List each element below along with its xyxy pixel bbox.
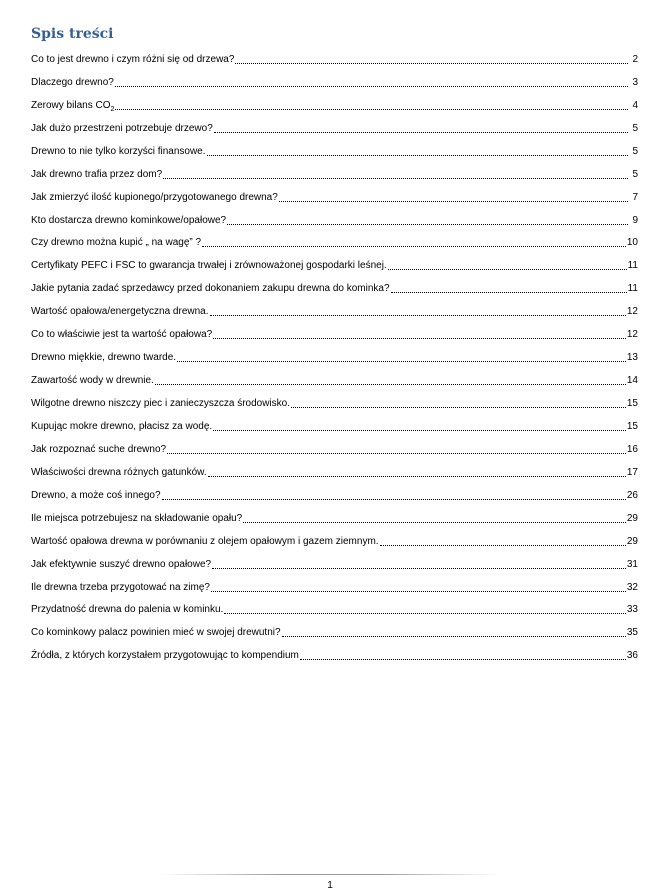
- toc-entry[interactable]: [31, 502, 638, 525]
- toc-dot-leader: [177, 360, 626, 362]
- toc-entry-page: 16: [626, 443, 638, 455]
- toc-dot-leader: [162, 498, 626, 500]
- toc-entry[interactable]: [31, 43, 638, 66]
- toc-entry-title: [31, 490, 161, 502]
- page-number: 1: [327, 880, 333, 891]
- toc-dot-leader: [115, 85, 628, 87]
- toc-entry-title: [31, 444, 166, 456]
- toc-dot-leader: [391, 291, 627, 293]
- toc-dot-leader: [211, 590, 626, 592]
- toc-entry[interactable]: [31, 456, 638, 479]
- toc-entry-title: [31, 604, 223, 616]
- toc-entry-title-text: Jak rozpoznać suche drewno?: [31, 443, 167, 455]
- toc-entry-page: 29: [626, 512, 638, 524]
- toc-entry[interactable]: [31, 204, 638, 227]
- toc-entry[interactable]: [31, 272, 638, 295]
- toc-entry[interactable]: [31, 295, 638, 318]
- toc-entry-title-text: Drewno to nie tylko korzyści finansowe.: [31, 145, 206, 157]
- toc-entry-title-text: Wilgotne drewno niszczy piec i zanieczyszcza środowisko.: [31, 398, 290, 409]
- toc-entry[interactable]: [31, 341, 638, 364]
- toc-dot-leader: [388, 268, 627, 270]
- toc-entry-page: 17: [626, 466, 638, 478]
- toc-dot-leader: [202, 245, 626, 247]
- toc-entry-title: [31, 650, 299, 662]
- toc-entry-title-text: Jak dużo przestrzeni potrzebuje drzewo?: [31, 122, 213, 134]
- toc-dot-leader: [163, 177, 628, 179]
- toc-entry-page: 12: [626, 329, 638, 341]
- toc-entry-title-text: Drewno, a może coś innego?: [31, 489, 161, 501]
- toc-entry-title-text: Wartość opałowa drewna w porównaniu z olejem opałowym i gazem ziemnym.: [31, 535, 379, 547]
- toc-entry[interactable]: [31, 639, 638, 662]
- toc-entry-title: [31, 536, 379, 548]
- toc-entry[interactable]: [31, 433, 638, 456]
- toc-entry[interactable]: [31, 227, 638, 250]
- toc-list: [31, 43, 638, 662]
- toc-entry[interactable]: [31, 249, 638, 272]
- toc-entry[interactable]: [31, 66, 638, 89]
- toc-entry-page: 9: [632, 214, 638, 226]
- toc-entry[interactable]: [31, 548, 638, 571]
- toc-entry-page: 11: [627, 260, 638, 272]
- toc-entry-title: [31, 398, 290, 410]
- toc-entry-title: [31, 352, 176, 364]
- toc-entry[interactable]: [31, 525, 638, 548]
- toc-entry-title-text: Co kominkowy palacz powinien mieć w swojej drewutni?: [31, 627, 281, 639]
- toc-dot-leader: [279, 200, 628, 202]
- toc-dot-leader: [224, 612, 626, 614]
- toc-entry-subscript: 2: [110, 105, 115, 113]
- toc-dot-leader: [213, 429, 626, 431]
- toc-entry-title: [31, 582, 210, 594]
- toc-entry-page: 15: [626, 420, 638, 432]
- toc-entry-title: [31, 123, 213, 135]
- toc-entry-page: 36: [626, 650, 638, 662]
- toc-entry-title: [31, 146, 206, 158]
- toc-entry-page: 26: [626, 489, 638, 501]
- toc-entry-title: [31, 260, 387, 272]
- toc-entry-title-text: Jak drewno trafia przez dom?: [31, 168, 163, 180]
- toc-dot-leader: [227, 223, 628, 225]
- toc-entry-page: 14: [626, 375, 638, 387]
- toc-entry-title-text: Kto dostarcza drewno kominkowe/opałowe?: [31, 214, 227, 226]
- toc-entry-page: 15: [626, 398, 638, 409]
- toc-dot-leader: [212, 567, 626, 569]
- toc-entry-title: [31, 54, 234, 66]
- toc-entry-title-text: Ile drewna trzeba przygotować na zimę?: [31, 581, 210, 593]
- toc-entry-page: 10: [626, 237, 638, 249]
- toc-entry-title: [31, 169, 162, 181]
- toc-dot-leader: [214, 131, 628, 133]
- toc-entry[interactable]: [31, 616, 638, 639]
- toc-dot-leader: [207, 154, 628, 156]
- toc-entry-title-text: Wartość opałowa/energetyczna drewna.: [31, 306, 209, 318]
- toc-dot-leader: [167, 452, 626, 454]
- toc-entry-title: [31, 421, 212, 433]
- toc-entry-title: [31, 215, 226, 227]
- toc-entry[interactable]: [31, 89, 638, 112]
- toc-dot-leader: [208, 475, 626, 477]
- toc-entry[interactable]: [31, 364, 638, 387]
- toc-dot-leader: [235, 62, 628, 64]
- toc-entry-title-text: Co to właściwie jest ta wartość opałowa?: [31, 329, 213, 341]
- toc-entry-title: [31, 237, 201, 249]
- toc-entry-page: 13: [626, 352, 638, 364]
- toc-entry-page: 35: [626, 627, 638, 639]
- toc-entry-title: [31, 100, 114, 112]
- toc-entry-page: 5: [632, 168, 638, 180]
- toc-entry-page: 31: [626, 558, 638, 570]
- toc-dot-leader: [282, 635, 626, 637]
- footer-divider: [160, 874, 500, 875]
- toc-entry-title-text: Drewno miękkie, drewno twarde.: [31, 352, 177, 364]
- toc-entry-page: 5: [632, 145, 638, 157]
- toc-entry-title: [31, 77, 114, 89]
- toc-entry-title-text: Kupując mokre drewno, płacisz za wodę.: [31, 420, 213, 432]
- toc-entry-title-text: Zawartość wody w drewnie.: [31, 375, 154, 387]
- toc-entry[interactable]: [31, 112, 638, 135]
- toc-dot-leader: [115, 108, 628, 110]
- toc-dot-leader: [291, 406, 626, 408]
- toc-entry-page: 29: [626, 535, 638, 547]
- toc-entry-title-text: Właściwości drewna różnych gatunków.: [31, 466, 207, 478]
- toc-entry-title-text: Zerowy bilans CO: [31, 99, 111, 111]
- toc-entry[interactable]: [31, 594, 638, 617]
- toc-entry-title-text: Certyfikaty PEFC i FSC to gwarancja trwałej i zrównoważonej gospodarki leśnej.: [31, 260, 387, 272]
- toc-entry-title: [31, 467, 207, 479]
- toc-entry[interactable]: [31, 571, 638, 594]
- toc-entry-title-text: Co to jest drewno i czym różni się od drzewa?: [31, 53, 235, 65]
- toc-entry-title: [31, 192, 278, 204]
- toc-entry[interactable]: [31, 181, 638, 204]
- toc-entry-title-text: Przydatność drewna do palenia w kominku.: [31, 604, 224, 616]
- toc-entry[interactable]: [31, 387, 638, 410]
- toc-dot-leader: [380, 544, 626, 546]
- toc-heading: Spis treści: [31, 26, 114, 42]
- toc-entry-title: [31, 559, 211, 571]
- toc-entry-title-text: Jakie pytania zadać sprzedawcy przed dokonaniem zakupu drewna do kominka?: [31, 283, 390, 295]
- toc-entry[interactable]: [31, 135, 638, 158]
- toc-entry-title-text: Jak efektywnie suszyć drewno opałowe?: [31, 558, 212, 570]
- toc-entry-title-text: Jak zmierzyć ilość kupionego/przygotowanego drewna?: [31, 191, 278, 203]
- toc-entry-title: [31, 306, 209, 318]
- toc-entry-title: [31, 513, 242, 525]
- toc-entry-page: 32: [626, 581, 638, 593]
- toc-entry-title: [31, 283, 390, 295]
- toc-dot-leader: [300, 658, 626, 660]
- toc-entry-title: [31, 329, 212, 341]
- toc-entry-page: 33: [626, 604, 638, 616]
- toc-entry-page: 4: [632, 99, 638, 111]
- toc-entry-page: 12: [626, 306, 638, 318]
- toc-entry[interactable]: [31, 479, 638, 502]
- toc-entry-page: 5: [632, 122, 638, 134]
- toc-dot-leader: [243, 521, 626, 523]
- toc-entry[interactable]: [31, 318, 638, 341]
- toc-dot-leader: [210, 314, 626, 316]
- toc-entry[interactable]: [31, 158, 638, 181]
- toc-entry-title: [31, 375, 154, 387]
- toc-entry[interactable]: [31, 410, 638, 433]
- toc-dot-leader: [155, 383, 626, 385]
- toc-entry-title-text: Dlaczego drewno?: [31, 76, 114, 88]
- toc-entry-title: [31, 627, 281, 639]
- toc-entry-title-text: Ile miejsca potrzebujesz na składowanie opału?: [31, 512, 243, 524]
- toc-dot-leader: [213, 337, 626, 339]
- toc-entry-title-text: Czy drewno można kupić „ na wagę” ?: [31, 237, 202, 249]
- toc-entry-page: 2: [632, 53, 638, 65]
- toc-entry-page: 3: [632, 76, 638, 88]
- toc-entry-title-text: Źródła, z których korzystałem przygotowując to kompendium: [31, 650, 299, 662]
- toc-entry-page: 11: [627, 283, 638, 295]
- toc-entry-page: 7: [632, 191, 638, 203]
